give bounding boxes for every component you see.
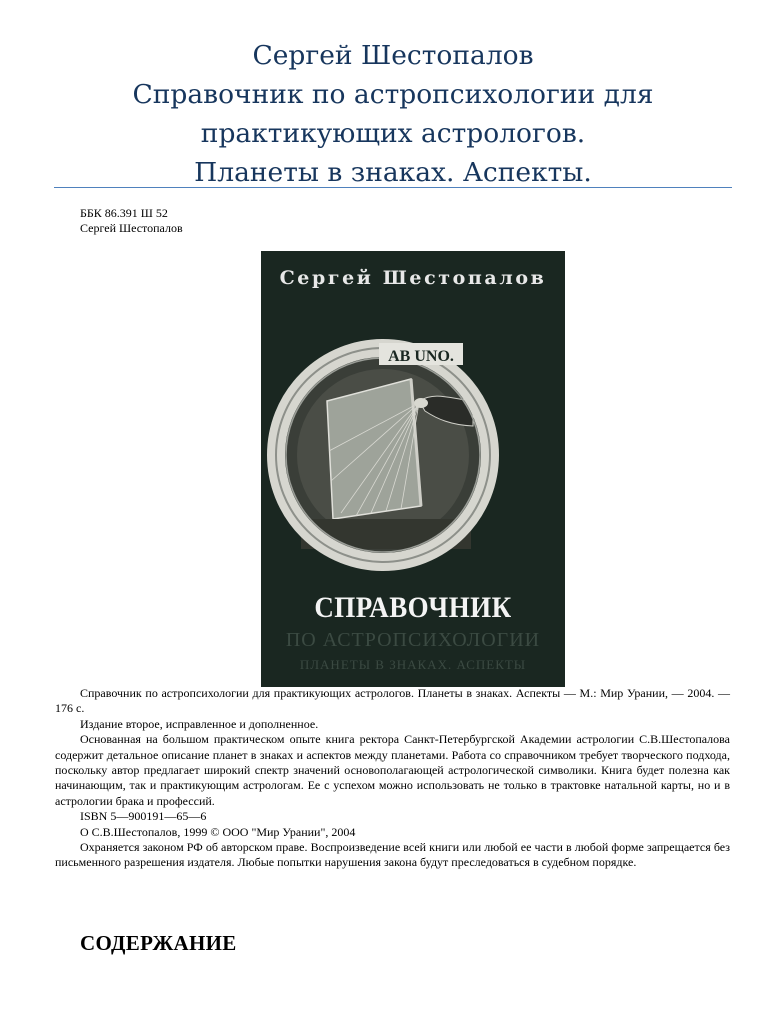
description-paragraph: Основанная на большом практическом опыте книга ректора Санкт-Петербургской Академии астрологии С.В.Шестопалова содержит детальное описание планет в знаках и аспектов между планетами. Работа со справочником требует творческого подхода, поскольку автор предлагает широкий спектр значений основополагающей астрологической символики. Книга будет полезна как начинающим, так и практикующим астрологам. Ее с успехом можно использовать не только в трактовке натальной карты, но и в астрологии брака и профессий.: [55, 732, 730, 808]
copyright-paragraph: О С.В.Шестопалов, 1999 © ООО "Мир Урании", 2004: [80, 824, 356, 839]
book-cover-image: [261, 251, 565, 687]
cover-subtitle: ПО АСТРОПСИХОЛОГИИ: [285, 629, 541, 651]
rights-paragraph: Охраняется законом РФ об авторском праве. Воспроизведение всей книги или любой ее части в любой форме запрещается без письменного разрешения издателя. Любые попытки нарушения закона будут преследоваться в судебном порядке.: [55, 840, 730, 870]
title-line: практикующих астрологов.: [200, 118, 586, 149]
edition-paragraph: Издание второе, исправленное и дополненное.: [80, 716, 319, 731]
book-description: [55, 686, 730, 871]
cover-author: Сергей Шестопалов: [279, 267, 547, 289]
cover-motto: AB UNO.: [388, 348, 454, 365]
title-line: Планеты в знаках. Аспекты.: [194, 157, 592, 188]
isbn-paragraph: ISBN 5—900191—65—6: [80, 809, 207, 824]
meta-author: Сергей Шестопалов: [80, 221, 183, 235]
cover-subtitle-2: ПЛАНЕТЫ В ЗНАКАХ. АСПЕКТЫ: [299, 657, 527, 672]
bbk-code: ББК 86.391 Ш 52: [80, 206, 168, 220]
title-divider: [54, 187, 732, 188]
document-title: [54, 36, 732, 192]
contents-heading: СОДЕРЖАНИЕ: [80, 931, 237, 955]
catalog-meta: [80, 206, 183, 236]
citation-paragraph: Справочник по астропсихологии для практикующих астрологов. Планеты в знаках. Аспекты — М.: Мир Урании, — 2004. — 176 с.: [55, 686, 730, 716]
title-line: Сергей Шестопалов: [252, 40, 534, 71]
title-line: Справочник по астропсихологии для: [132, 79, 654, 110]
cover-title: СПРАВОЧНИК: [314, 591, 512, 624]
